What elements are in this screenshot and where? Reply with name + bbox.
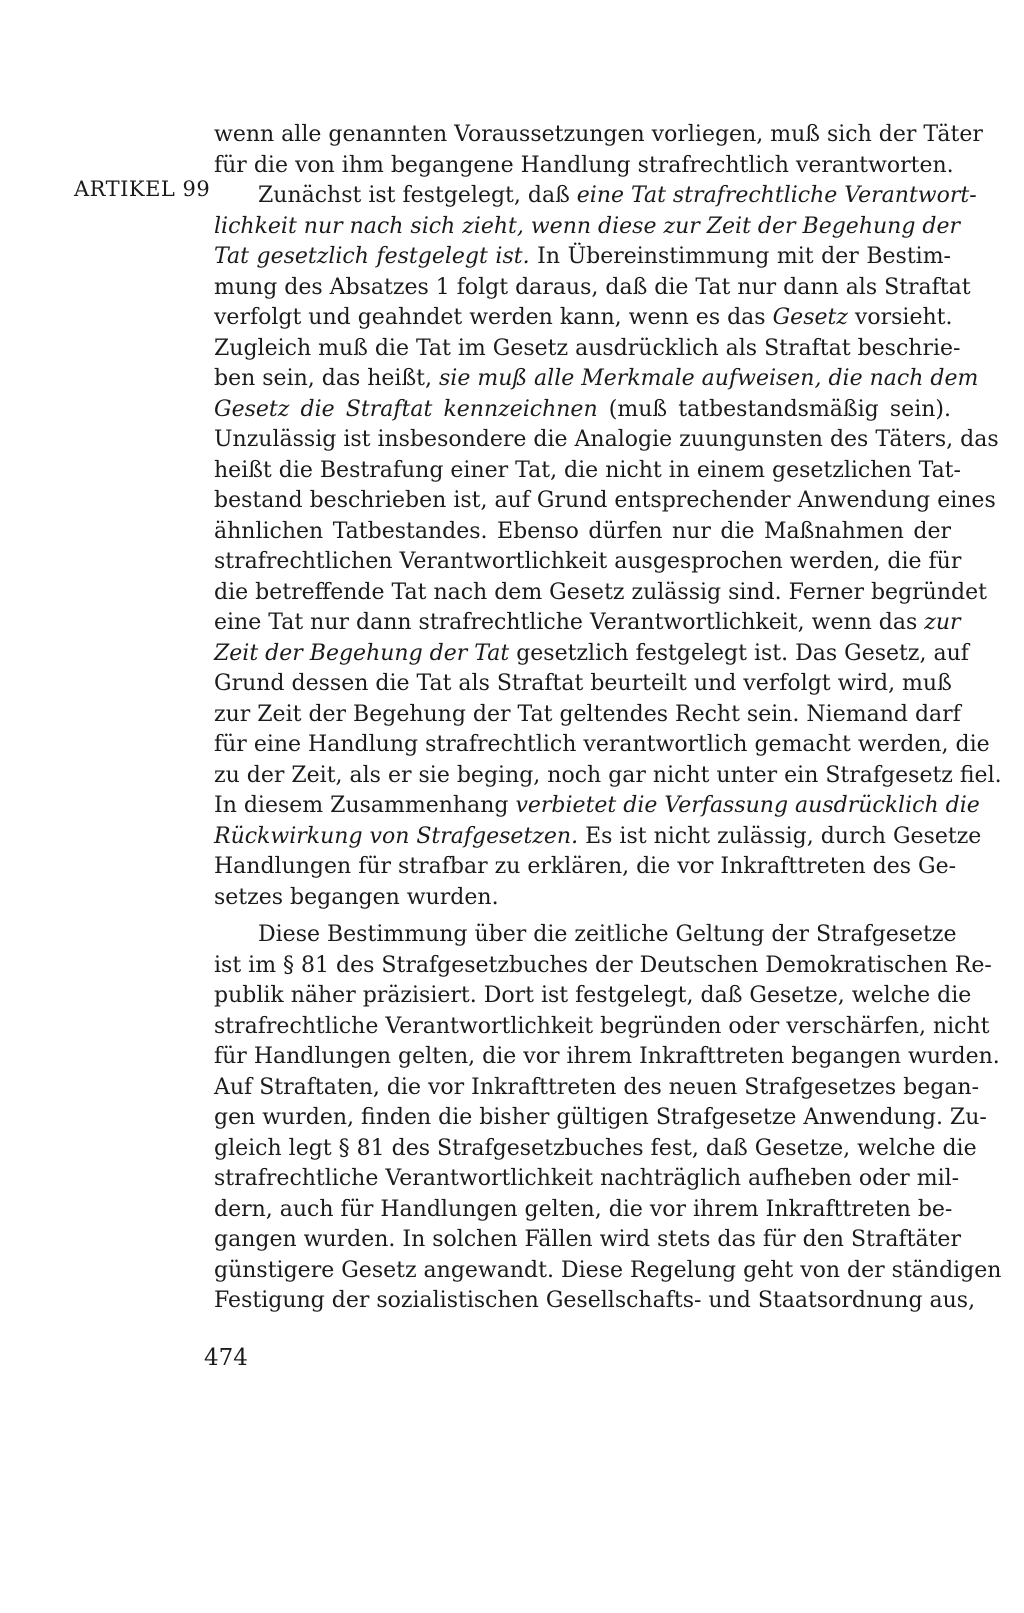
text-line (214, 981, 972, 1012)
text-line (214, 212, 961, 243)
text-line (214, 951, 992, 982)
italic-text: Gesetz die Straftat kennzeichnen (214, 396, 598, 422)
text-line (214, 273, 971, 304)
text-line (214, 1225, 961, 1256)
text-line (214, 639, 969, 670)
italic-text: eine Tat strafrechtliche Verantwort- (576, 183, 977, 208)
text-line (214, 1286, 976, 1317)
text-run: Auf Straftaten, die vor Inkrafttreten des neuen Strafgesetzes began- (214, 1074, 980, 1100)
text-line (214, 700, 961, 731)
text-run: günstigere Gesetz angewandt. Diese Regelung geht von der ständigen (214, 1257, 1002, 1283)
text-run: die betreffende Tat nach dem Gesetz zulässig sind. Ferner begründet (214, 579, 987, 605)
text-run: für eine Handlung strafrechtlich verantwortlich gemacht werden, die (214, 732, 990, 757)
text-run: setzes begangen wurden. (214, 884, 499, 910)
text-run: zur Zeit der Begehung der Tat geltendes Recht sein. Niemand darf (214, 701, 961, 727)
text-run: ähnlichen Tatbestandes. Ebenso dürfen nur die Maßnahmen der (214, 518, 951, 544)
text-line (214, 395, 951, 426)
text-line (214, 456, 961, 487)
text-line (214, 669, 951, 700)
text-run: vorsieht. (847, 305, 953, 330)
text-line (214, 822, 982, 853)
text-line (214, 517, 951, 548)
text-run: Zugleich muß die Tat im Gesetz ausdrücklich als Straftat beschrie- (214, 335, 961, 361)
text-line (214, 791, 980, 822)
italic-text: Zeit der Begehung der Tat (214, 640, 510, 666)
text-run: strafrechtliche Verantwortlichkeit nachträglich aufheben oder mil- (214, 1166, 960, 1191)
text-run: gleich legt § 81 des Strafgesetzbuches fest, daß Gesetze, welche die (214, 1135, 977, 1161)
text-line (214, 1103, 987, 1134)
text-run: Handlungen für strafbar zu erklären, die vor Inkrafttreten des Ge- (214, 854, 957, 879)
text-run: ist im § 81 des Strafgesetzbuches der Deutschen Demokratischen Re- (214, 952, 992, 978)
italic-text: verbietet die Verfassung ausdrücklich die (515, 793, 980, 818)
text-line (214, 425, 999, 456)
text-run: Es ist nicht zulässig, durch Gesetze (578, 823, 982, 849)
text-run: für die von ihm begangene Handlung strafrechtlich verantworten. (214, 152, 954, 178)
text-line (214, 242, 951, 273)
margin-note-article: ARTIKEL 99 (74, 177, 211, 201)
text-run: gen wurden, finden die bisher gültigen Strafgesetze Anwendung. Zu- (214, 1105, 987, 1130)
text-line (214, 883, 951, 914)
text-run: publik näher präzisiert. Dort ist festgelegt, daß Gesetze, welche die (214, 983, 972, 1008)
page-number: 474 (204, 1345, 248, 1371)
text-line (214, 364, 979, 395)
text-run: Grund dessen die Tat als Straftat beurteilt und verfolgt wird, muß (214, 671, 952, 696)
paragraph-gap (214, 913, 951, 920)
text-run: bestand beschrieben ist, auf Grund entsprechender Anwendung eines (214, 488, 996, 513)
text-run: für Handlungen gelten, die vor ihrem Inkrafttreten begangen wurden. (214, 1044, 1000, 1069)
italic-text: sie muß alle Merkmale aufweisen, die nach dem (439, 366, 979, 391)
text-line (214, 303, 951, 334)
text-line (214, 730, 990, 761)
italic-text: Tat gesetzlich festgelegt ist. (214, 244, 530, 269)
text-run: In Übereinstimmung mit der Bestim- (529, 244, 951, 269)
text-line (214, 181, 977, 212)
italic-text: lichkeit nur nach sich zieht, wenn diese zur Zeit der Begehung der (214, 213, 961, 239)
text-run: eine Tat nur dann strafrechtliche Verantwortlichkeit, wenn das (214, 610, 925, 635)
text-line (214, 1012, 990, 1043)
text-run: ben sein, das heißt, (214, 366, 439, 391)
text-run: Unzulässig ist insbesondere die Analogie zuungunsten des Täters, das (214, 427, 999, 452)
text-run: verfolgt und geahndet werden kann, wenn es das (214, 305, 773, 330)
text-line (214, 1042, 1000, 1073)
text-line (214, 1073, 980, 1104)
text-run: (muß tatbestandsmäßig sein). (597, 396, 951, 422)
italic-text: Rückwirkung von Strafgesetzen. (214, 823, 579, 849)
text-run: dern, auch für Handlungen gelten, die vor ihrem Inkrafttreten be- (214, 1196, 953, 1222)
text-line (214, 120, 983, 151)
italic-text: zur (924, 610, 961, 635)
text-run: Festigung der sozialistischen Gesellschafts- und Staatsordnung aus, (214, 1288, 976, 1313)
text-run: Zunächst ist festgelegt, daß (258, 183, 577, 208)
text-run: strafrechtliche Verantwortlichkeit begründen oder verschärfen, nicht (214, 1013, 990, 1039)
text-run: Diese Bestimmung über die zeitliche Geltung der Strafgesetze (258, 922, 957, 947)
text-line (214, 1164, 960, 1195)
text-line (214, 486, 996, 517)
text-run: heißt die Bestrafung einer Tat, die nicht in einem gesetzlichen Tat- (214, 457, 961, 483)
text-run: mung des Absatzes 1 folgt daraus, daß die Tat nur dann als Straftat (214, 274, 971, 300)
text-run: gangen wurden. In solchen Fällen wird stets das für den Straftäter (214, 1227, 961, 1252)
text-line (214, 761, 1002, 792)
text-line (214, 852, 957, 883)
text-run: zu der Zeit, als er sie beging, noch gar nicht unter ein Strafgesetz fiel. (214, 762, 1002, 788)
text-run: gesetzlich festgelegt ist. Das Gesetz, auf (509, 640, 969, 666)
body-text (214, 120, 1002, 1317)
text-line (214, 547, 962, 578)
text-run: wenn alle genannten Voraussetzungen vorliegen, muß sich der Täter (214, 122, 983, 147)
text-run: In diesem Zusammenhang (214, 793, 516, 818)
italic-text: Gesetz (772, 305, 848, 330)
text-line (214, 608, 961, 639)
text-line (214, 1195, 951, 1226)
text-line (214, 1256, 1002, 1287)
text-line (214, 1134, 977, 1165)
text-line (214, 920, 957, 951)
text-line (214, 151, 954, 182)
text-run: strafrechtlichen Verantwortlichkeit ausgesprochen werden, die für (214, 549, 962, 574)
text-line (214, 578, 987, 609)
text-line (214, 334, 961, 365)
